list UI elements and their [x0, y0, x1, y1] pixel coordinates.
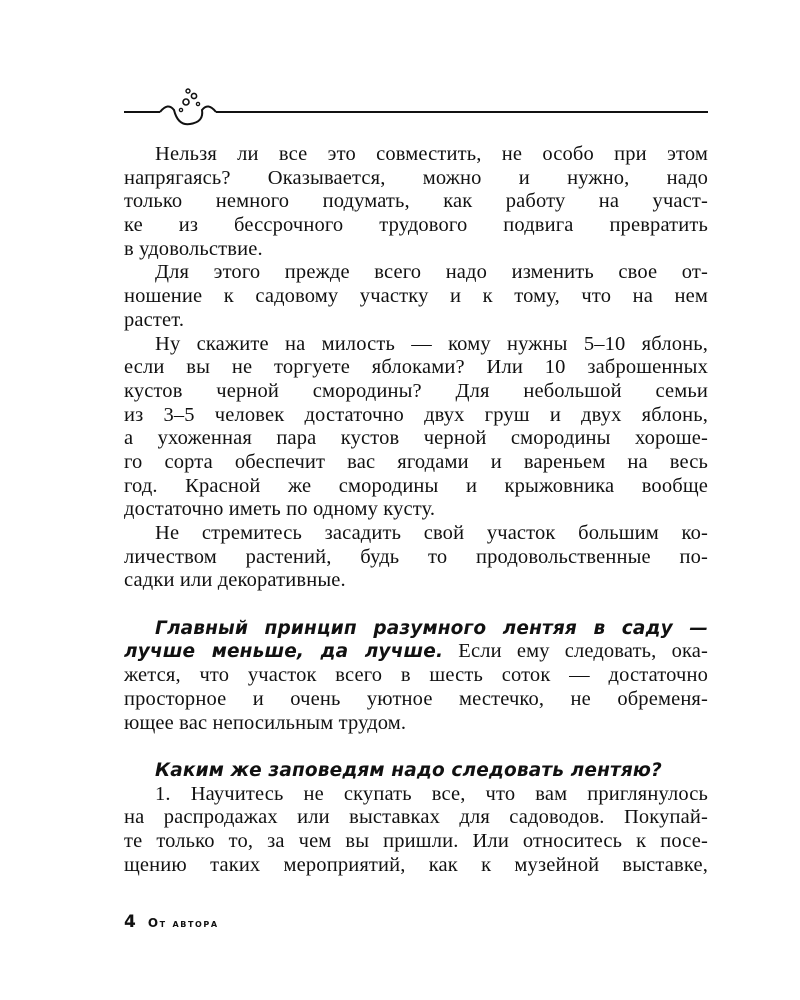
text-line: год. Красной же смородины и крыжовника вообще — [124, 474, 708, 497]
text-line: в удовольствие. — [124, 237, 263, 260]
text-line: если вы не торгуете яблоками? Или 10 заброшенных — [124, 356, 708, 379]
paragraph-3 — [124, 333, 708, 523]
text-line: кустов черной смородины? Для небольшой семьи — [124, 379, 708, 402]
text-line: личеством растений, будь то продовольственные по- — [124, 545, 708, 568]
page-number: 4 — [124, 912, 136, 932]
text-line: Ну скажите на милость — кому нужны 5–10 яблонь, — [155, 332, 708, 355]
paragraph-spacer — [124, 735, 708, 759]
text-line: Для этого прежде всего надо изменить свое от- — [155, 261, 708, 284]
body-text — [124, 143, 708, 877]
text-line: только немного подумать, как работу на участ- — [124, 190, 708, 213]
section-heading-text: Каким же заповедям надо следовать лентяю? — [155, 759, 662, 781]
text-line: садки или декоративные. — [124, 569, 346, 592]
text-line: ющее вас непосильным трудом. — [124, 711, 407, 734]
text-line: 1. Научитесь не скупать все, что вам приглянулось — [155, 782, 708, 805]
paragraph-spacer — [124, 593, 708, 617]
text-line: Нельзя ли все это совместить, не особо при этом — [155, 143, 708, 165]
text-line: а ухоженная пара кустов черной смородины хороше- — [124, 427, 708, 450]
text-line — [124, 640, 708, 664]
text-line: просторное и очень уютное местечко, не обременя- — [124, 687, 708, 710]
principle-emphasis: лучше меньше, да лучше. — [124, 641, 444, 663]
paragraph-1 — [124, 143, 708, 261]
text-line: из 3–5 человек достаточно двух груш и двух яблонь, — [124, 403, 708, 426]
text-line: на распродажах или выставках для садоводов. Покупай- — [124, 806, 708, 829]
text-line: щению таких мероприятий, как к музейной выставке, — [124, 853, 708, 876]
text-line: го сорта обеспечит вас ягодами и вареньем на весь — [124, 450, 708, 473]
header-ornament-rule — [124, 88, 708, 128]
text-line: жется, что участок всего в шесть соток — достаточно — [124, 664, 708, 687]
principle-paragraph — [124, 617, 708, 735]
section-heading — [124, 759, 708, 783]
commandments-section — [124, 759, 708, 877]
text-line — [124, 617, 708, 641]
text-line: достаточно иметь по одному кусту. — [124, 498, 436, 521]
page-footer — [124, 912, 219, 932]
text-line: ке из бессрочного трудового подвига превратить — [124, 214, 708, 237]
principle-text: Если ему следовать, ока- — [443, 640, 709, 663]
text-line: напрягаясь? Оказывается, можно и нужно, надо — [124, 166, 708, 189]
paragraph-4 — [124, 522, 708, 593]
text-line: ношение к садовому участку и к тому, что на нем — [124, 285, 708, 308]
text-line: те только то, за чем вы пришли. Или относитесь к посе- — [124, 829, 708, 852]
text-line: Не стремитесь засадить свой участок большим ко- — [155, 522, 708, 544]
principle-emphasis: Главный принцип разумного лентяя в саду — — [155, 617, 708, 639]
paragraph-2 — [124, 261, 708, 332]
running-title: От автора — [147, 916, 219, 930]
text-line: растет. — [124, 308, 185, 331]
